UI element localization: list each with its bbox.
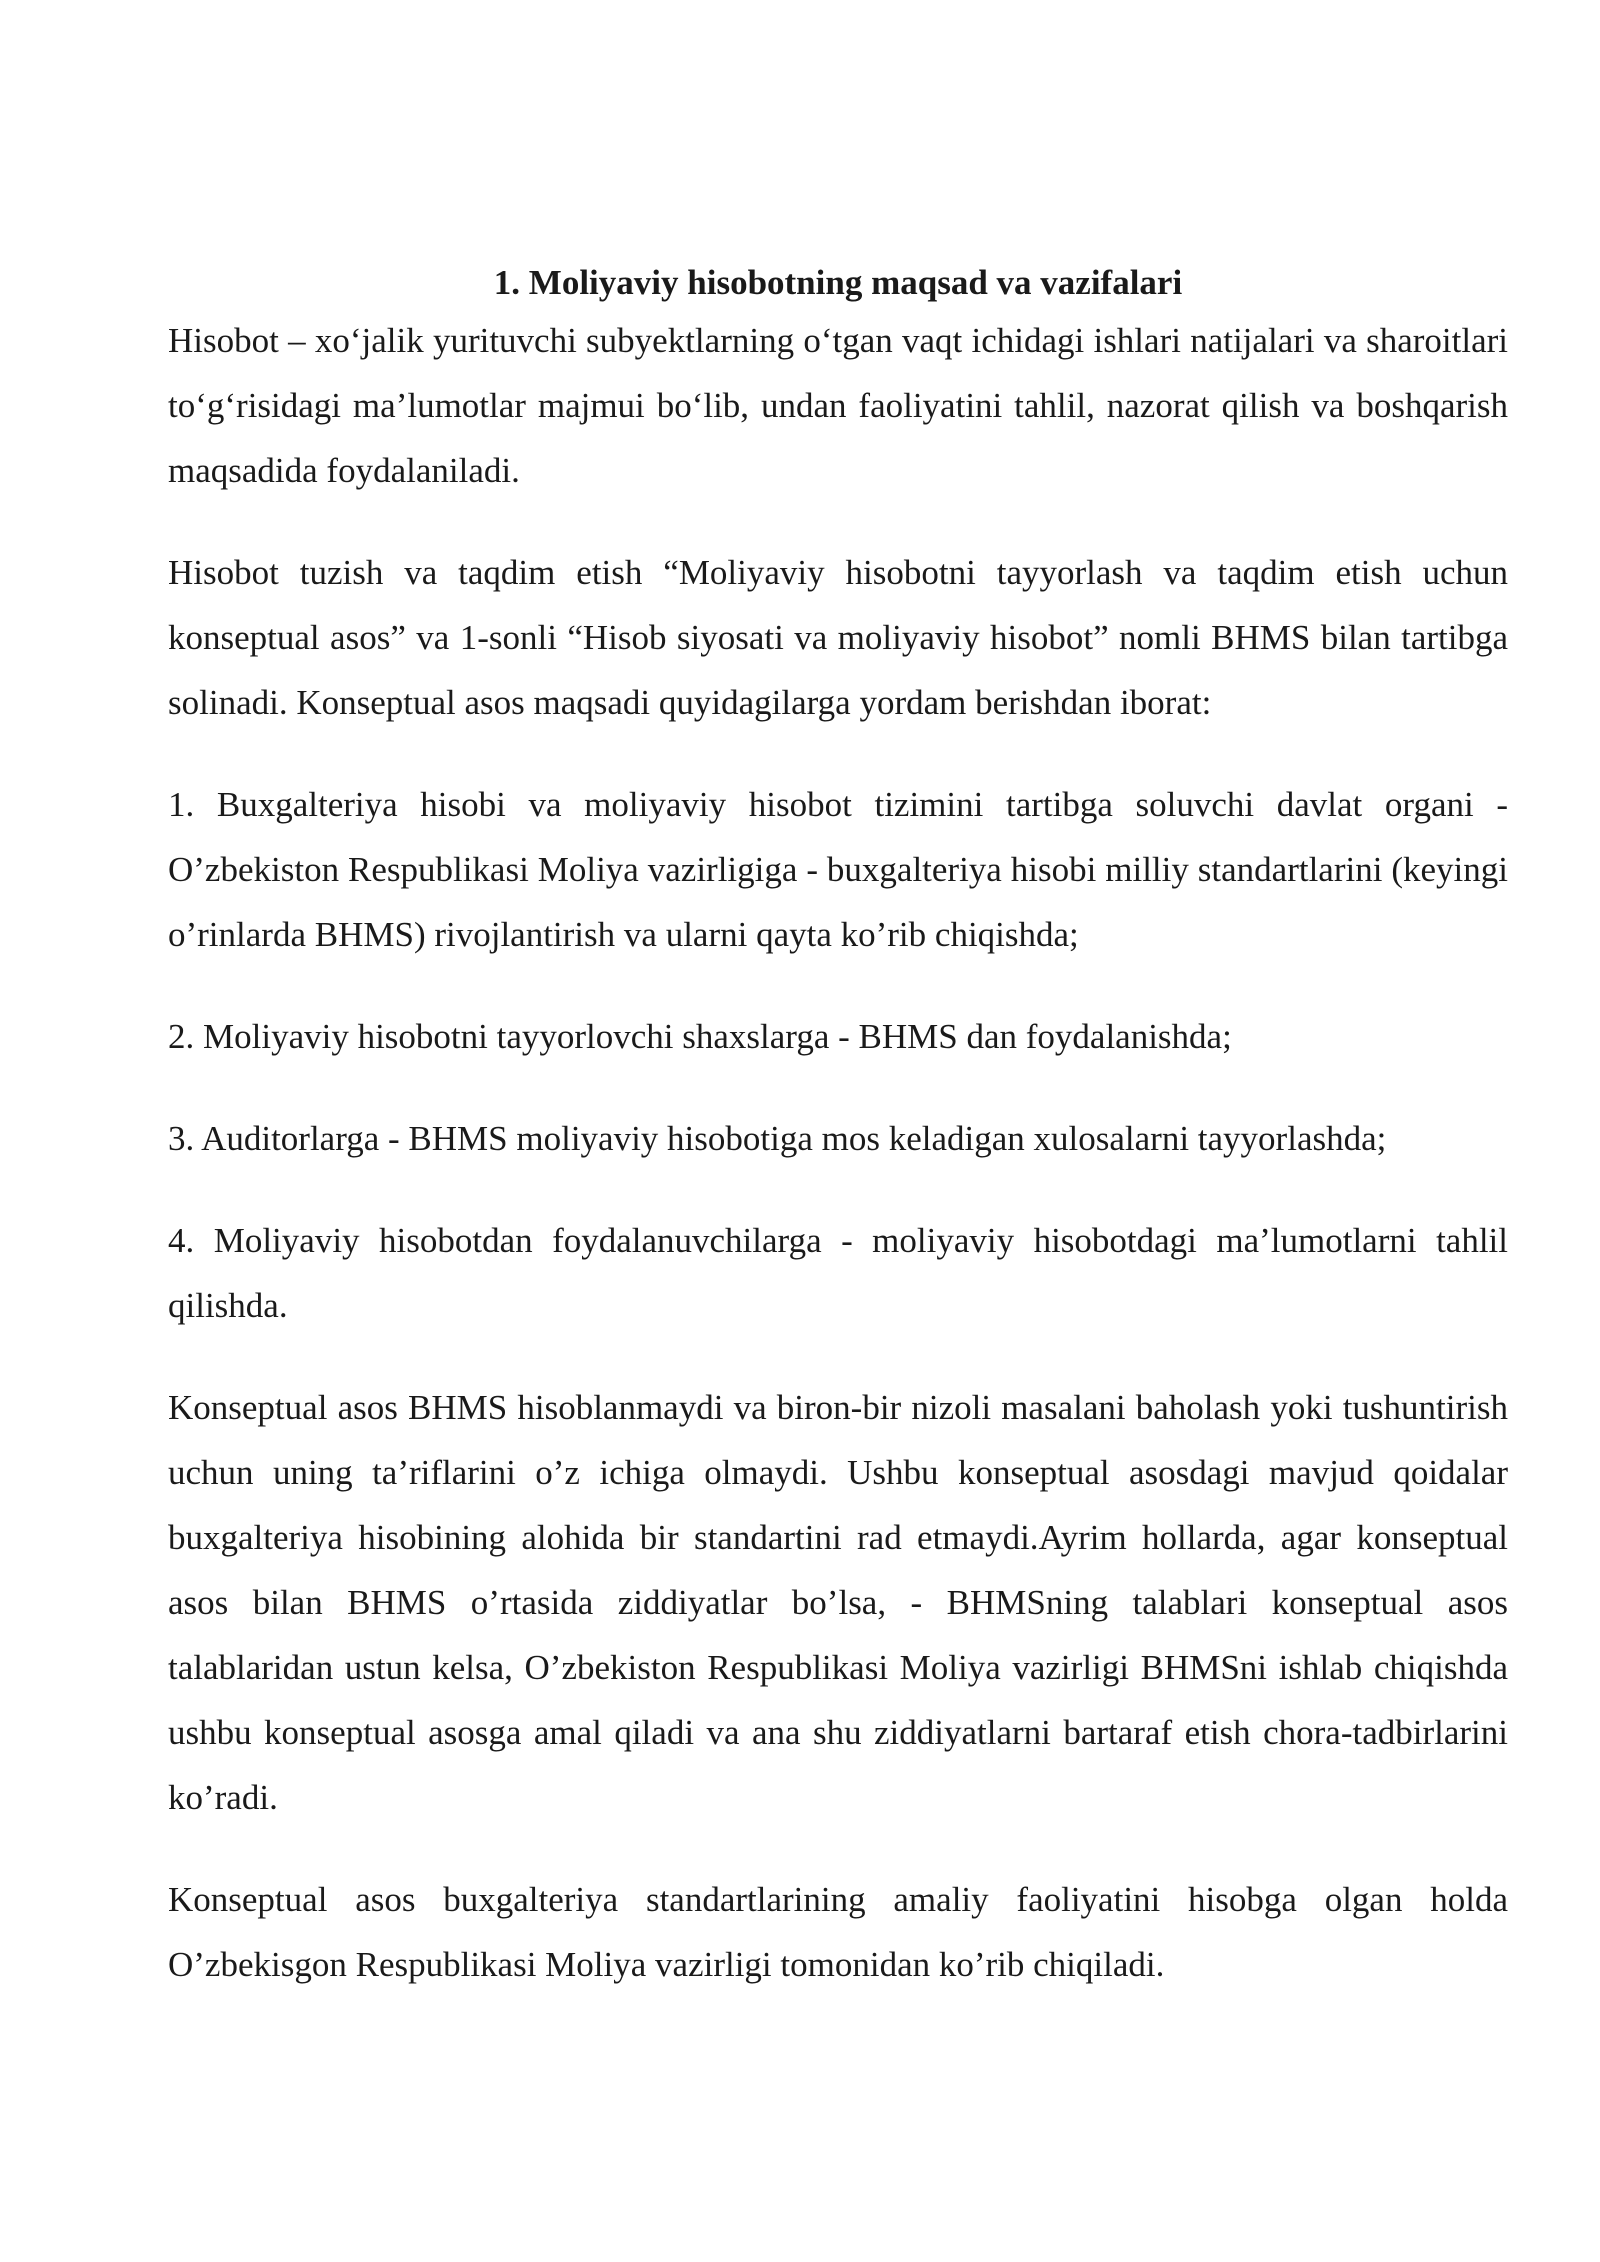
list-item-preparers: 2. Moliyaviy hisobotni tayyorlovchi shaxslarga - BHMS dan foydalanishda; bbox=[168, 1017, 1232, 1056]
list-item-ministry: 1. Buxgalteriya hisobi va moliyaviy hisobot tizimini tartibga soluvchi davlat organi - O’zbekiston Respublikasi Moliya vazirligiga - buxgalteriya hisobi milliy standartlarini (keyingi o’rinlarda BHMS) rivojlantirish va ularni qayta ko’rib chiqishda; bbox=[168, 785, 1508, 954]
list-item-users: 4. Moliyaviy hisobotdan foydalanuvchilarga - moliyaviy hisobotdagi ma’lumotlarni tahlil qilishda. bbox=[168, 1221, 1508, 1325]
paragraph-definition: Hisobot – xo‘jalik yurituvchi subyektlarning o‘tgan vaqt ichidagi ishlari natijalari va sharoitlari to‘g‘risidagi ma’lumotlar majmui bo‘lib, undan faoliyatini tahlil, nazorat qilish va boshqarish maqsadida foydalaniladi. bbox=[168, 321, 1508, 490]
paragraph-conflicts: Konseptual asos BHMS hisoblanmaydi va biron-bir nizoli masalani baholash yoki tushuntirish uchun uning ta’riflarini o’z ichiga olmaydi. Ushbu konseptual asosdagi mavjud qoidalar buxgalteriya hisobining alohida bir standartini rad etmaydi.Ayrim hollarda, agar konseptual asos bilan BHMS o’rtasida ziddiyatlar bo’lsa, - BHMSning talablari konseptual asos talablaridan ustun kelsa, O’zbekiston Respublikasi Moliya vazirligi BHMSni ishlab chiqishda ushbu konseptual asosga amal qiladi va ana shu ziddiyatlarni bartaraf etish chora-tadbirlarini ko’radi. bbox=[168, 1388, 1508, 1817]
document-body bbox=[168, 258, 1508, 1997]
paragraph-review: Konseptual asos buxgalteriya standartlarining amaliy faoliyatini hisobga olgan holda O’zbekisgon Respublikasi Moliya vazirligi tomonidan ko’rib chiqiladi. bbox=[168, 1880, 1508, 1984]
list-item-auditors: 3. Auditorlarga - BHMS moliyaviy hisobotiga mos keladigan xulosalarni tayyorlashda; bbox=[168, 1119, 1387, 1158]
paragraph-regulation: Hisobot tuzish va taqdim etish “Moliyaviy hisobotni tayyorlash va taqdim etish uchun konseptual asos” va 1-sonli “Hisob siyosati va moliyaviy hisobot” nomli BHMS bilan tartibga solinadi. Konseptual asos maqsadi quyidagilarga yordam berishdan iborat: bbox=[168, 553, 1508, 722]
section-title: 1. Moliyaviy hisobotning maqsad va vazifalari bbox=[493, 263, 1183, 302]
